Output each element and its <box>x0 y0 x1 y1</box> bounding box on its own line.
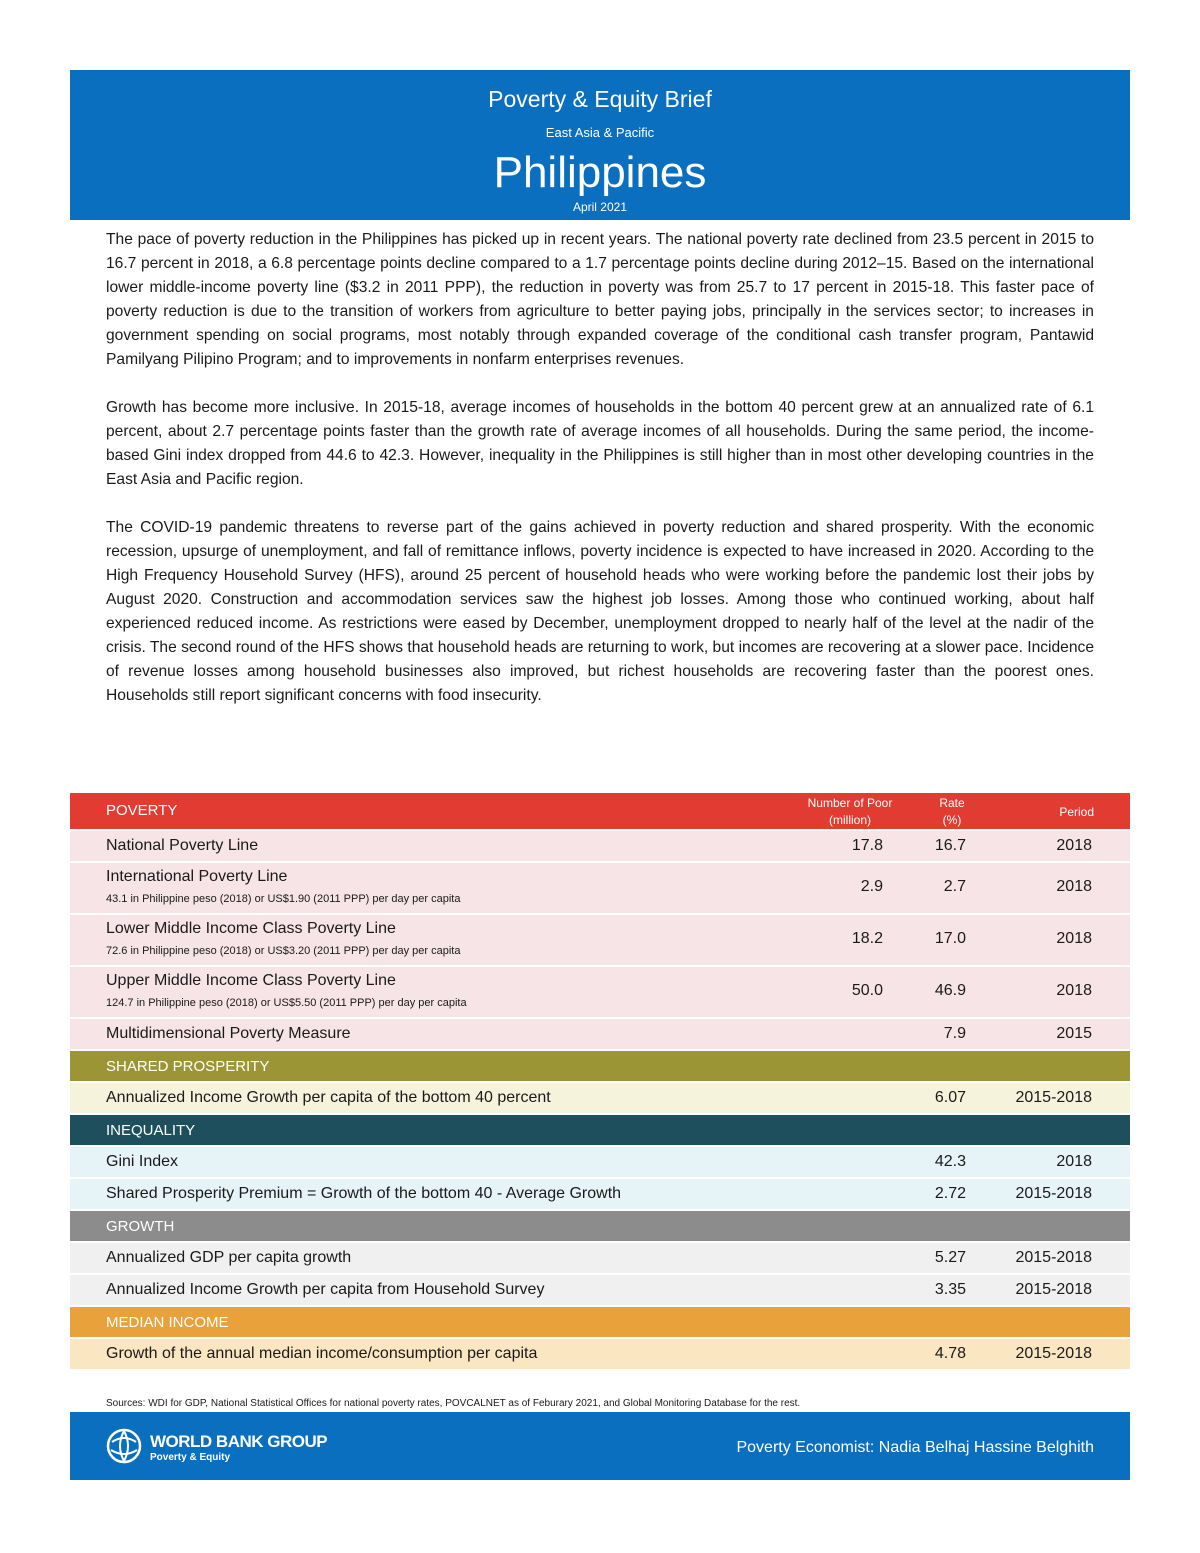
footer-banner <box>70 1412 1130 1480</box>
table-row: Growth of the annual median income/consumption per capita 4.78 2015-2018 <box>70 1337 1130 1369</box>
median-income-section-title: MEDIAN INCOME <box>106 1314 229 1331</box>
median-income-section-header <box>70 1305 1130 1337</box>
inequality-section-header <box>70 1113 1130 1145</box>
poverty-section-header <box>70 793 1130 829</box>
indicators-table <box>70 793 1130 1369</box>
table-row: Annualized GDP per capita growth 5.27 2015-2018 <box>70 1241 1130 1273</box>
table-row: Upper Middle Income Class Poverty Line 124.7 in Philippine peso (2018) or US$5.50 (2011 PPP) per day per capita 50.0 46.9 2018 <box>70 965 1130 1017</box>
world-bank-globe-icon <box>106 1428 142 1464</box>
brief-title: Poverty & Equity Brief <box>488 86 712 112</box>
growth-section-header <box>70 1209 1130 1241</box>
row-note: 43.1 in Philippine peso (2018) or US$1.90 (2011 PPP) per day per capita <box>106 893 461 905</box>
table-row: Multidimensional Poverty Measure 7.9 2015 <box>70 1017 1130 1049</box>
col-rate-line2: (%) <box>942 813 962 827</box>
publication-date: April 2021 <box>572 200 628 214</box>
row-note: 124.7 in Philippine peso (2018) or US$5.50 (2011 PPP) per day per capita <box>106 997 467 1009</box>
logo-sub-text: Poverty & Equity <box>150 1452 231 1463</box>
shared-prosperity-section-title: SHARED PROSPERITY <box>106 1058 270 1075</box>
header-banner <box>70 70 1130 220</box>
col-number-of-poor-line1: Number of Poor <box>807 796 893 810</box>
col-rate-line1: Rate <box>939 796 965 810</box>
inequality-section-title: INEQUALITY <box>106 1122 196 1139</box>
poverty-economist: Poverty Economist: Nadia Belhaj Hassine Belghith <box>736 1439 1094 1456</box>
region-label: East Asia & Pacific <box>545 125 655 140</box>
table-row: National Poverty Line 17.8 16.7 2018 <box>70 829 1130 861</box>
paragraph-inclusive-growth: Growth has become more inclusive. In 2015-18, average incomes of households in the bottom 40 percent grew at an annualized rate of 6.1 percent, about 2.7 percentage points faster than the growth rate of average incomes of all households. During the same period, the income-based Gini index dropped from 44.6 to 42.3. However, inequality in the Philippines is still higher than in most other developing countries in the East Asia and Pacific region. <box>106 399 1094 488</box>
growth-section-title: GROWTH <box>106 1218 175 1235</box>
logo-main-text: WORLD BANK GROUP <box>150 1432 328 1451</box>
table-row: Annualized Income Growth per capita from Household Survey 3.35 2015-2018 <box>70 1273 1130 1305</box>
table-row: Gini Index 42.3 2018 <box>70 1145 1130 1177</box>
table-row: Annualized Income Growth per capita of the bottom 40 percent 6.07 2015-2018 <box>70 1081 1130 1113</box>
col-rate <box>922 795 982 829</box>
shared-prosperity-section-header <box>70 1049 1130 1081</box>
col-period: Period <box>1059 805 1094 819</box>
paragraph-covid-impact: The COVID-19 pandemic threatens to reverse part of the gains achieved in poverty reduction and shared prosperity. With the economic recession, upsurge of unemployment, and fall of remittance inflows, poverty incidence is expected to have increased in 2020. According to the High Frequency Household Survey (HFS), around 25 percent of household heads who were working before the pandemic lost their jobs by August 2020. Construction and accommodation services saw the highest job losses. Among those who continued working, about half experienced reduced income. As restrictions were eased by December, unemployment dropped to nearly half of the level at the nadir of the crisis. The second round of the HFS shows that household heads are returning to work, but incomes are recovering at a slower pace. Incidence of revenue losses among household businesses also improved, but richest households are recovering faster than the poorest ones. Households still report significant concerns with food insecurity. <box>106 519 1094 704</box>
table-row: Lower Middle Income Class Poverty Line 72.6 in Philippine peso (2018) or US$3.20 (2011 PPP) per day per capita 18.2 17.0 2018 <box>70 913 1130 965</box>
col-number-of-poor-line2: (million) <box>829 813 871 827</box>
country-title: Philippines <box>493 148 707 197</box>
poverty-section-title: POVERTY <box>106 802 178 819</box>
table-row: International Poverty Line 43.1 in Philippine peso (2018) or US$1.90 (2011 PPP) per day per capita 2.9 2.7 2018 <box>70 861 1130 913</box>
body-text <box>106 228 1094 732</box>
table-row: Shared Prosperity Premium = Growth of the bottom 40 - Average Growth 2.72 2015-2018 <box>70 1177 1130 1209</box>
row-note: 72.6 in Philippine peso (2018) or US$3.20 (2011 PPP) per day per capita <box>106 945 461 957</box>
paragraph-poverty-reduction: The pace of poverty reduction in the Philippines has picked up in recent years. The national poverty rate declined from 23.5 percent in 2015 to 16.7 percent in 2018, a 6.8 percentage points decline compared to a 1.7 percentage points decline during 2012–15. Based on the international lower middle-income poverty line ($3.2 in 2011 PPP), the reduction in poverty was from 25.7 to 17 percent in 2015-18. This faster pace of poverty reduction is due to the transition of workers from agriculture to better paying jobs, principally in the services sector; to increases in government spending on social programs, most notably through expanded coverage of the conditional cash transfer program, Pantawid Pamilyang Pilipino Program; and to improvements in nonfarm enterprises revenues. <box>106 231 1094 368</box>
sources-note: Sources: WDI for GDP, National Statistical Offices for national poverty rates, POVCALNET as of Feburary 2021, and Global Monitoring Database for the rest. <box>106 1398 801 1409</box>
col-number-of-poor <box>790 795 910 829</box>
